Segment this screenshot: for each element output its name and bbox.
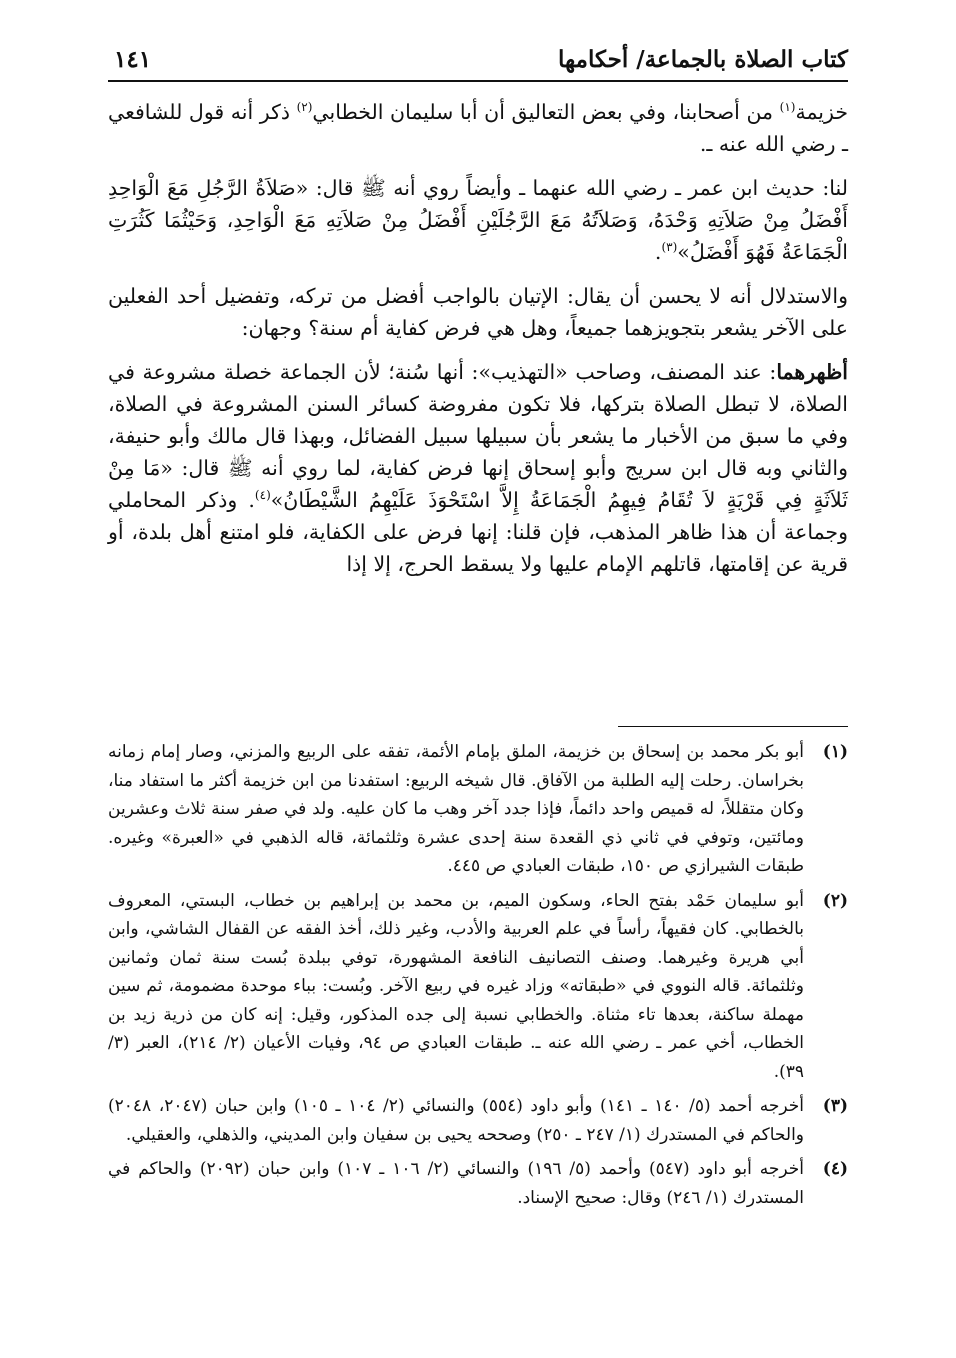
footnote bbox=[108, 738, 848, 881]
page-header bbox=[108, 40, 848, 82]
running-title: كتاب الصلاة بالجماعة/ أحكامها bbox=[558, 46, 848, 73]
footnote-ref: (٢) bbox=[296, 100, 313, 115]
footnote-number: (٣) bbox=[822, 1096, 848, 1116]
footnote-number: (٢) bbox=[822, 890, 848, 911]
text-run: : عند المصنف، وصاحب «التهذيب»: أنها سُنة؛ لأن الجماعة خصلة مشروعة في الصلاة، لا تبطل الصلاة بتركها، فلا تكون مفروضة كسائر السنن المشروعة في الصلاة، وفي ما سبق من الأخبار ما يشعر بأن سبيلها سبيل الفضائل، وبهذا قال مالك وأبو حنيفة، والثاني وبه قال ابن سريج وأبو إسحاق إنها فرض كفاية، لما روي أنه ﷺ قال: « bbox=[108, 360, 848, 480]
footnote-number: (٤) bbox=[822, 1159, 848, 1179]
text-run: ذكر أنه قول للشافعي ـ رضي الله عنه ـ. bbox=[108, 100, 848, 156]
text-run: » bbox=[270, 488, 284, 512]
footnote-number: (١) bbox=[822, 742, 848, 762]
text-run: خزيمة bbox=[795, 100, 848, 124]
paragraph bbox=[108, 356, 848, 580]
hadith-quote: مَا مِنْ ثَلاَثَةٍ فِي قَرْيَةٍ لاَ تُقَامُ فِيهِمُ الْجَمَاعَةُ إِلاَّ اسْتَحْوَذَ عَلَيْهِمُ الشَّيْطَانُ bbox=[108, 456, 848, 512]
footnote-text: أبو سليمان حَمْد بفتح الحاء، وسكون الميم، بن محمد بن إبراهيم بن خطاب، البستي، المعروف بالخطابي. كان فقيهاً، رأساً في علم العربية والأدب، وغير ذلك، أخذ الفقه عن القفال الشاشي، وابن أبي هريرة وغيرهما. وصنف التصانيف النافعة المشهورة، توفي ببلدة بُست سنة ثمان وثمانين وثلثمائة. قاله النووي في «طبقاته» وزاد غيره في ربيع الآخر. وبُست: بباء موحدة مضمومة، ثم سين مهملة ساكنة، بعدها تاء مثناة. والخطابي نسبة إلى جده المذكور، وقيل: إنه كان من ذرية زيد بن الخطاب، أخي عمر ـ رضي الله عنه ـ. طبقات العبادي ص ٩٤، وفيات الأعيان (٢/ ٢١٤)، العبر (٣/ ٣٩). bbox=[108, 890, 804, 1082]
text-run: لنا: حديث ابن عمر ـ رضي الله عنهما ـ وأيضاً روي أنه ﷺ قال: « bbox=[295, 176, 848, 200]
text-run: والاستدلال أنه لا يحسن أن يقال: الإتيان بالواجب أفضل من تركه، وتفضيل أحد الفعلين على الآخر يشعر بتجويزهما جميعاً، وهل هي فرض كفاية أم سنة؟ وجهان: bbox=[108, 284, 849, 340]
footnote-text: أبو بكر محمد بن إسحاق بن خزيمة، الملق بإمام الأئمة، تفقه على الربيع والمزني، وصار إمام زمانه بخراسان. رحلت إليه الطلبة من الآفاق. قال شيخه الربيع: استفدنا من ابن خزيمة أكثر ما استفاد منا، وكان متقللاً، له قميص واحد دائماً، فإذا جدد آخر وهب ما كان عليه. ولد في صفر سنة ثلاث وعشرين ومائتين، وتوفي في ثاني ذي القعدة سنة إحدى عشرة وثلثمائة، قاله الذهبي في «العبرة» وغيره. طبقات الشيرازي ص ١٥٠، طبقات العبادي ص ٤٤٥. bbox=[108, 742, 804, 876]
footnote bbox=[108, 1092, 848, 1149]
text-run: . bbox=[654, 240, 662, 264]
footnote-divider bbox=[618, 726, 848, 727]
page-number: ١٤١ bbox=[114, 46, 152, 73]
text-run: » bbox=[677, 240, 690, 264]
footnote bbox=[108, 887, 848, 1087]
paragraph-lead: أظهرهما bbox=[776, 360, 848, 384]
footnote-ref: (١) bbox=[779, 100, 796, 115]
paragraph bbox=[108, 172, 848, 268]
footnote-text: أخرجه أحمد (٥/ ١٤٠ ـ ١٤١) وأبو داود (٥٥٤) والنسائي (٢/ ١٠٤ ـ ١٠٥) وابن حبان (٢٠٤٧، ٢٠٤٨) والحاكم في المستدرك (١/ ٢٤٧ ـ ٢٥٠) وصححه يحيى بن سفيان وابن المديني، والذهلي، والعقيلي. bbox=[108, 1096, 804, 1145]
paragraph bbox=[108, 280, 848, 344]
paragraph bbox=[108, 96, 848, 160]
footnote-ref: (٣) bbox=[661, 240, 678, 255]
text-run: . وذكر المحاملي وجماعة أن هذا ظاهر المذهب، فإن قلنا: إنها فرض على الكفاية، فلو امتنع أهل بلدة، أو قرية عن إقامتها، قاتلهم الإمام عليها ولا يسقط الحرج، إلا إذا bbox=[108, 488, 848, 576]
footnotes bbox=[108, 738, 848, 1218]
text-run: من أصحابنا، وفي بعض التعاليق أن أبا سليمان الخطابي bbox=[312, 100, 780, 124]
main-text bbox=[108, 96, 848, 592]
hadith-quote: صَلاَةُ الرَّجُلِ مَعَ الْوَاحِدِ أَفْضَلُ مِنْ صَلاَتِهِ وَحْدَهُ، وَصَلاَتُهُ مَعَ الرَّجُلَيْنِ أَفْضَلُ مِنْ صَلاَتِهِ مَعَ الْوَاحِدِ، وَحَيْثُمَا كَثُرَتِ الْجَمَاعَةُ فَهُوَ أَفْضَلُ bbox=[108, 176, 848, 264]
footnote-ref: (٤) bbox=[254, 488, 271, 503]
footnote-text: أخرجه أبو داود (٥٤٧) وأحمد (٥/ ١٩٦) والنسائي (٢/ ١٠٦ ـ ١٠٧) وابن حبان (٢٠٩٢) والحاكم في المستدرك (١/ ٢٤٦) وقال: صحيح الإسناد. bbox=[108, 1159, 805, 1208]
footnote bbox=[108, 1155, 848, 1212]
